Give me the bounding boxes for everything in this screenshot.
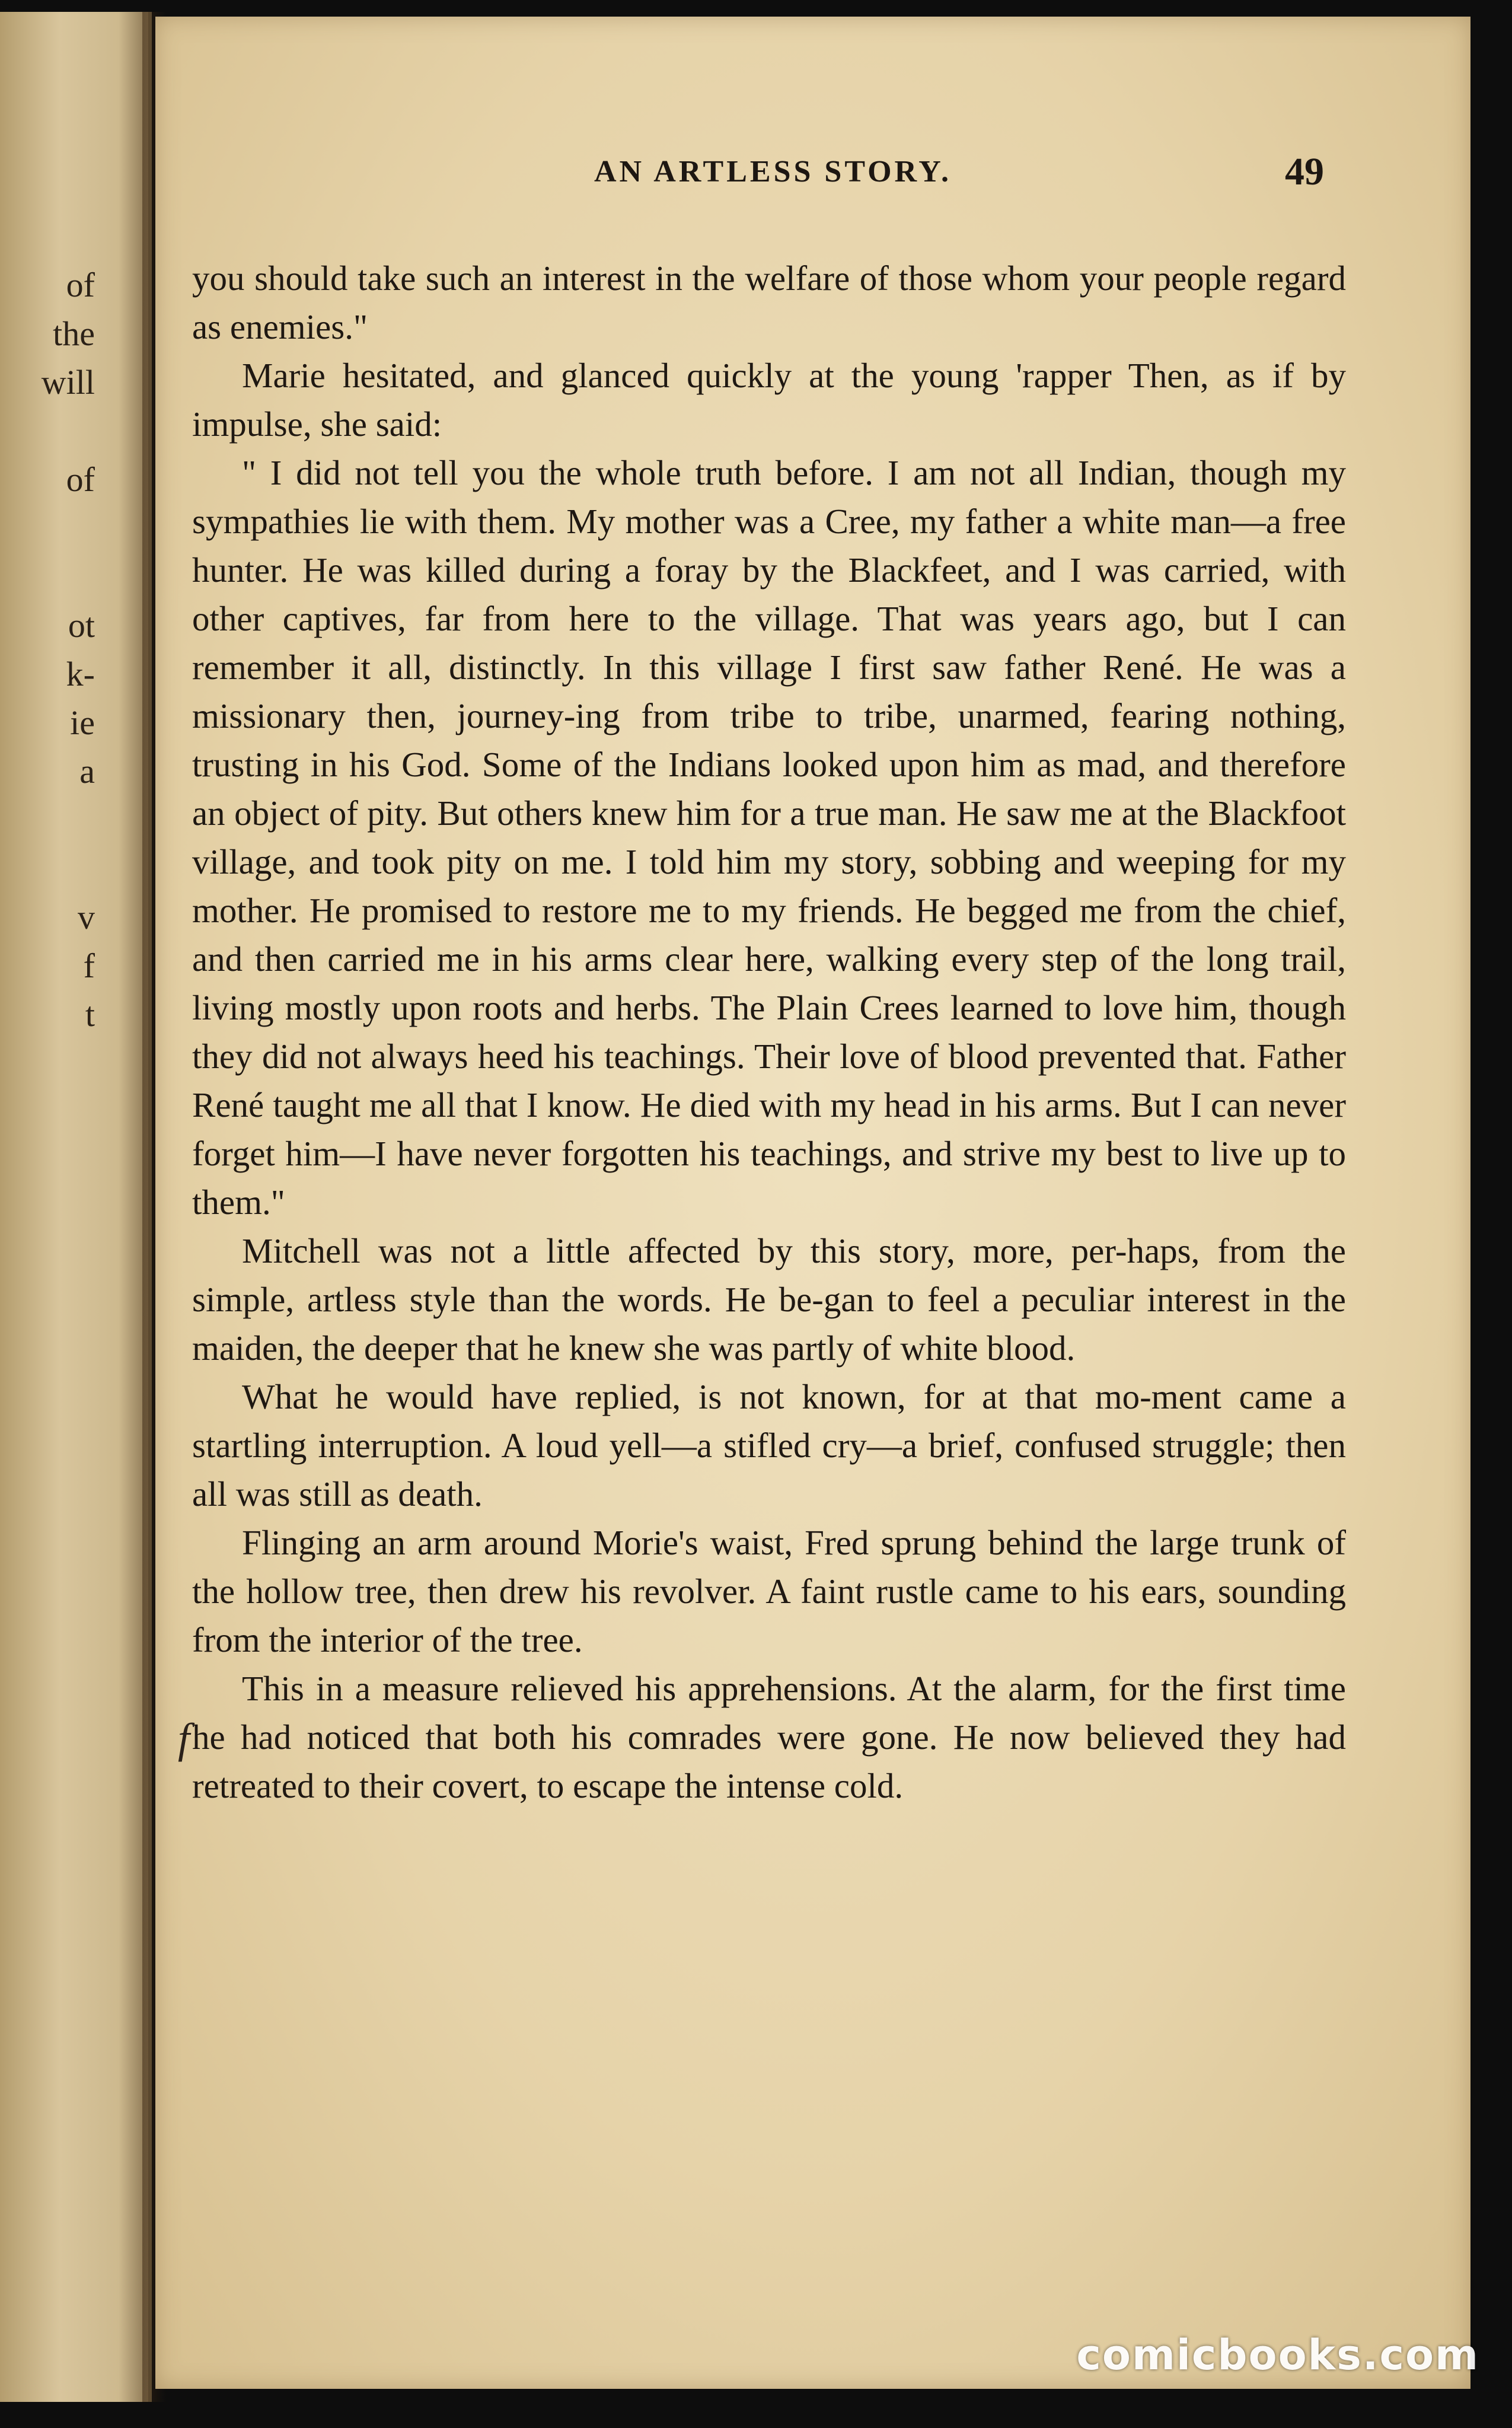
page-number: 49	[1285, 150, 1324, 193]
fragment-line: will	[41, 363, 95, 402]
paragraph: What he would have replied, is not known, for at that mo-ment came a startling interruption. A loud yell—a stifled cry—a brief, confused struggle; then all was still as death.	[192, 1377, 1346, 1513]
book-page	[155, 17, 1470, 2389]
fragment-line: v	[78, 898, 95, 936]
paragraph: Marie hesitated, and glanced quickly at the young 'rapper Then, as if by impulse, she said:	[192, 356, 1346, 444]
paragraph: Mitchell was not a little affected by this story, more, per-haps, from the simple, artless style than the words. He be-gan to feel a peculiar interest in the maiden, the deeper that he knew she was partly of white blood.	[192, 1231, 1346, 1368]
paragraph: " I did not tell you the whole truth before. I am not all Indian, though my sympathies lie with them. My mother was a Cree, my father a white man—a free hunter. He was killed during a foray by the Blackfeet, and I was carried, with other captives, far from here to the village. That was years ago, but I can remember it all, distinctly. In this village I first saw father René. He was a missionary then, journey-ing from tribe to tribe, unarmed, fearing nothing, trusting in his God. Some of the Indians looked upon him as mad, and therefore an object of pity. But others knew him for a true man. He saw me at the Blackfoot village, and took pity on me. I told him my story, sobbing and weeping for my mother. He promised to restore me to my friends. He begged me from the chief, and then carried me in his arms clear here, walking every step of the long trail, living mostly upon roots and herbs. The Plain Crees learned to love him, though they did not always heed his teachings. Their love of blood prevented that. Father René taught me all that I know. He died with my head in his arms. But I can never forget him—I have never forgotten his teachings, and strive my best to live up to them."	[192, 453, 1346, 1222]
fragment-line	[6, 845, 95, 893]
previous-page-edge	[0, 12, 152, 2402]
paragraph: This in a measure relieved his apprehensions. At the alarm, for the first time he had noticed that both his comrades were gone. He now believed they had retreated to their covert, to escape the intense cold.	[192, 1669, 1346, 1805]
fragment-line: the	[53, 314, 95, 353]
fragment-line	[6, 553, 95, 601]
margin-mark: f	[178, 1715, 190, 1762]
running-head	[155, 150, 1470, 208]
fragment-line: ot	[68, 606, 95, 645]
fragment-line: k-	[66, 655, 95, 693]
previous-page-fragments	[6, 261, 95, 1039]
fragment-line: of	[66, 266, 95, 304]
paragraph: you should take such an interest in the welfare of those whom your people regard as enemies."	[192, 259, 1346, 346]
fragment-line: a	[79, 752, 95, 791]
fragment-line	[6, 796, 95, 845]
running-title: AN ARTLESS STORY.	[594, 155, 952, 189]
fragment-line: of	[66, 460, 95, 499]
fragment-line	[6, 407, 95, 455]
body-text	[192, 254, 1346, 1810]
fragment-line: t	[85, 995, 95, 1034]
fragment-line: ie	[70, 703, 95, 742]
fragment-line: f	[83, 947, 95, 985]
fragment-line	[6, 504, 95, 553]
paragraph: Flinging an arm around Morie's waist, Fred sprung behind the large trunk of the hollow tree, then drew his revolver. A faint rustle came to his ears, sounding from the interior of the tree.	[192, 1523, 1346, 1659]
site-watermark: comicbooks.com	[1076, 2331, 1479, 2379]
